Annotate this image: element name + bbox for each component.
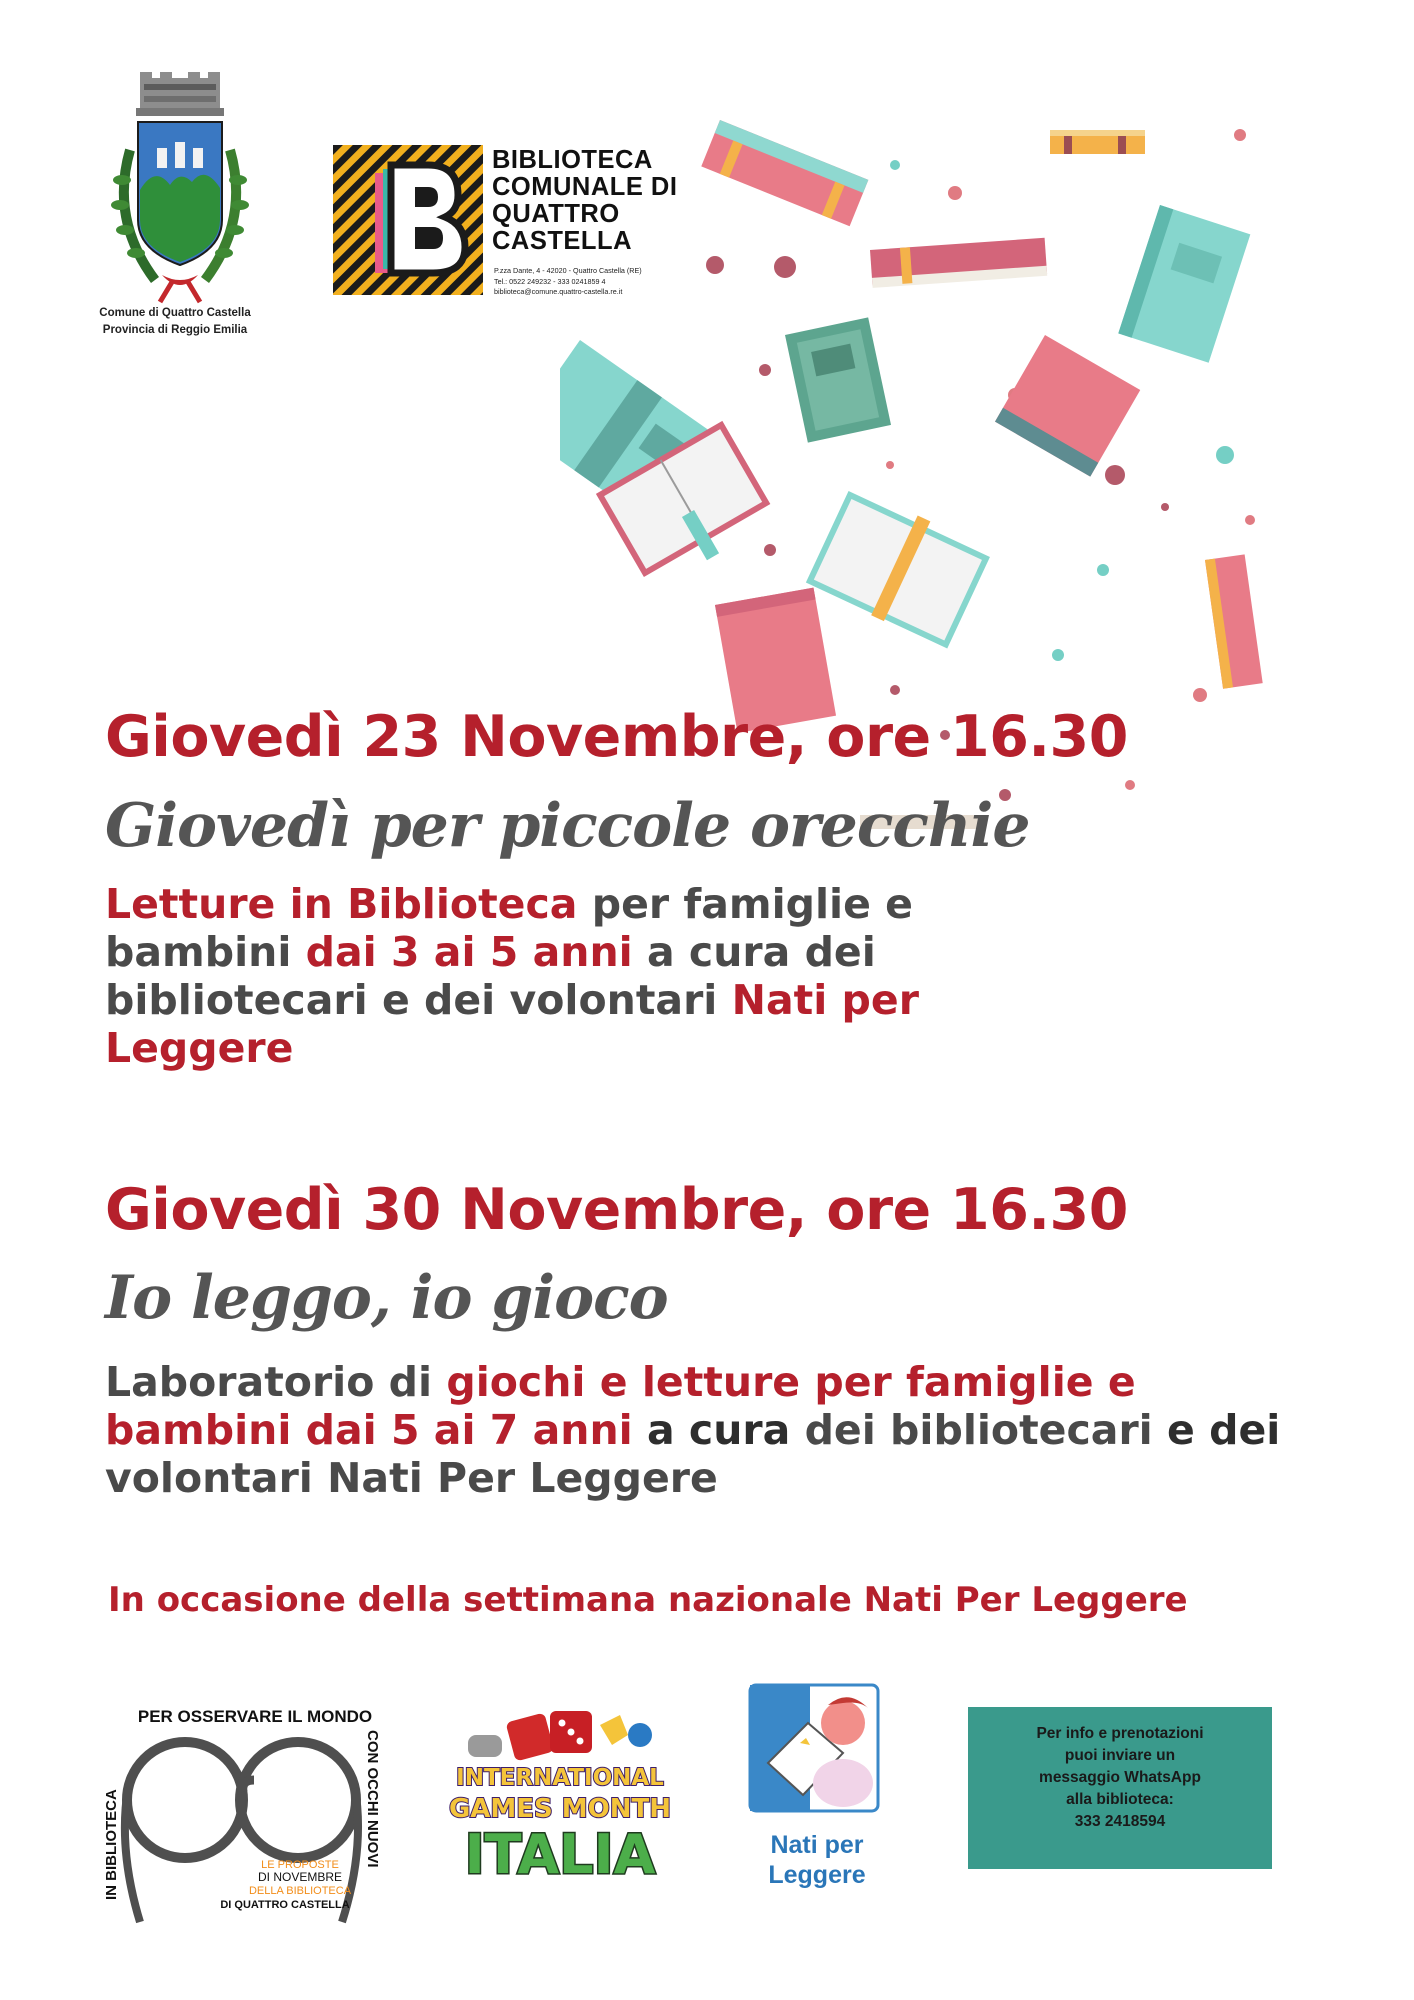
glasses-line2: DI NOVEMBRE: [257, 1870, 343, 1884]
nati-per-leggere-label: [752, 1830, 882, 1890]
event2-desc-part: dei bibliotecari: [804, 1406, 1168, 1454]
library-name-line: QUATTRO: [492, 200, 620, 228]
event1-desc-part: Letture in Biblioteca: [105, 880, 592, 928]
book-icon: [1118, 205, 1250, 363]
igm-line1: INTERNATIONAL: [456, 1765, 664, 1791]
dice-icon: [468, 1711, 652, 1761]
npl-label-line: Leggere: [768, 1861, 866, 1889]
event2-description: [105, 1358, 1335, 1502]
library-phone: Tel.: 0522 249232 - 333 0241859 4: [494, 276, 606, 286]
npl-label-line: Nati per: [770, 1831, 864, 1859]
book-icon: [808, 486, 990, 649]
igm-line2: GAMES MONTH: [448, 1794, 672, 1824]
event1-desc-part: a cura dei bibliotecari e dei volontari: [105, 928, 876, 1024]
event1-desc-part: dai 3 ai 5 anni: [305, 928, 633, 976]
book-icon: [870, 238, 1047, 288]
event1-title: Giovedì per piccole orecchie: [105, 791, 1030, 861]
info-line: puoi inviare un: [1064, 1747, 1176, 1764]
info-line: messaggio WhatsApp: [1039, 1769, 1201, 1786]
event1-desc-part: per famiglie e bambini: [105, 880, 913, 976]
book-icon: [1205, 554, 1263, 688]
glasses-left-text: IN BIBLIOTECA: [103, 1789, 120, 1900]
library-name-line: CASTELLA: [492, 227, 632, 255]
event2-desc-part: volontari Nati Per Leggere: [105, 1454, 718, 1502]
library-address-line: P.zza Dante, 4 - 42020 - Quattro Castella (RE): [494, 266, 642, 275]
whatsapp-number: 333 2418594: [1074, 1813, 1166, 1830]
igm-line3: ITALIA: [464, 1823, 656, 1886]
book-icon: [785, 317, 891, 442]
event2-desc-part: giochi e letture per famiglie e bambini dai 5 ai 7 anni: [105, 1358, 1136, 1454]
book-icon: [995, 335, 1140, 477]
library-email: biblioteca@comune.quattro-castella.re.it: [494, 287, 623, 296]
nati-per-leggere-logo: [748, 1683, 880, 1813]
book-icon: [1050, 130, 1145, 154]
event1-date: Giovedì 23 Novembre, ore 16.30: [105, 704, 1128, 770]
book-icon: [701, 120, 868, 226]
event2-desc-part: e dei: [1167, 1406, 1281, 1454]
municipality-caption: [80, 305, 270, 339]
event2-desc-part: a cura: [632, 1406, 805, 1454]
library-name-line: BIBLIOTECA: [492, 146, 653, 174]
info-box-text: [968, 1723, 1272, 1833]
info-line: Per info e prenotazioni: [1036, 1725, 1204, 1742]
municipality-name: Comune di Quattro Castella: [99, 307, 251, 319]
glasses-top-text: PER OSSERVARE IL MONDO: [137, 1707, 373, 1726]
event2-date: Giovedì 30 Novembre, ore 16.30: [105, 1177, 1128, 1243]
event1-description: [105, 880, 1105, 1072]
glasses-line1: LE PROPOSTE: [261, 1859, 339, 1871]
glasses-right-text: CON OCCHI NUOVI: [364, 1730, 381, 1868]
crown-icon: [136, 72, 224, 116]
library-name-line: COMUNALE DI: [492, 173, 678, 201]
glasses-line4: DI QUATTRO CASTELLA: [220, 1899, 350, 1911]
event2-title: Io leggo, io gioco: [105, 1263, 668, 1333]
event2-desc-part: Laboratorio di: [105, 1358, 447, 1406]
event1-desc-part: Nati per Leggere: [105, 976, 919, 1072]
glasses-logo: [100, 1700, 410, 1955]
games-month-logo: [440, 1705, 680, 1895]
province-name: Provincia di Reggio Emilia: [102, 324, 248, 336]
letter-b-icon: [375, 165, 465, 273]
occasion-note: In occasione della settimana nazionale Nati Per Leggere: [108, 1580, 1188, 1620]
info-line: alla biblioteca:: [1066, 1791, 1174, 1808]
municipal-crest: [100, 70, 260, 310]
glasses-line3: DELLA BIBLIOTECA: [248, 1885, 352, 1897]
